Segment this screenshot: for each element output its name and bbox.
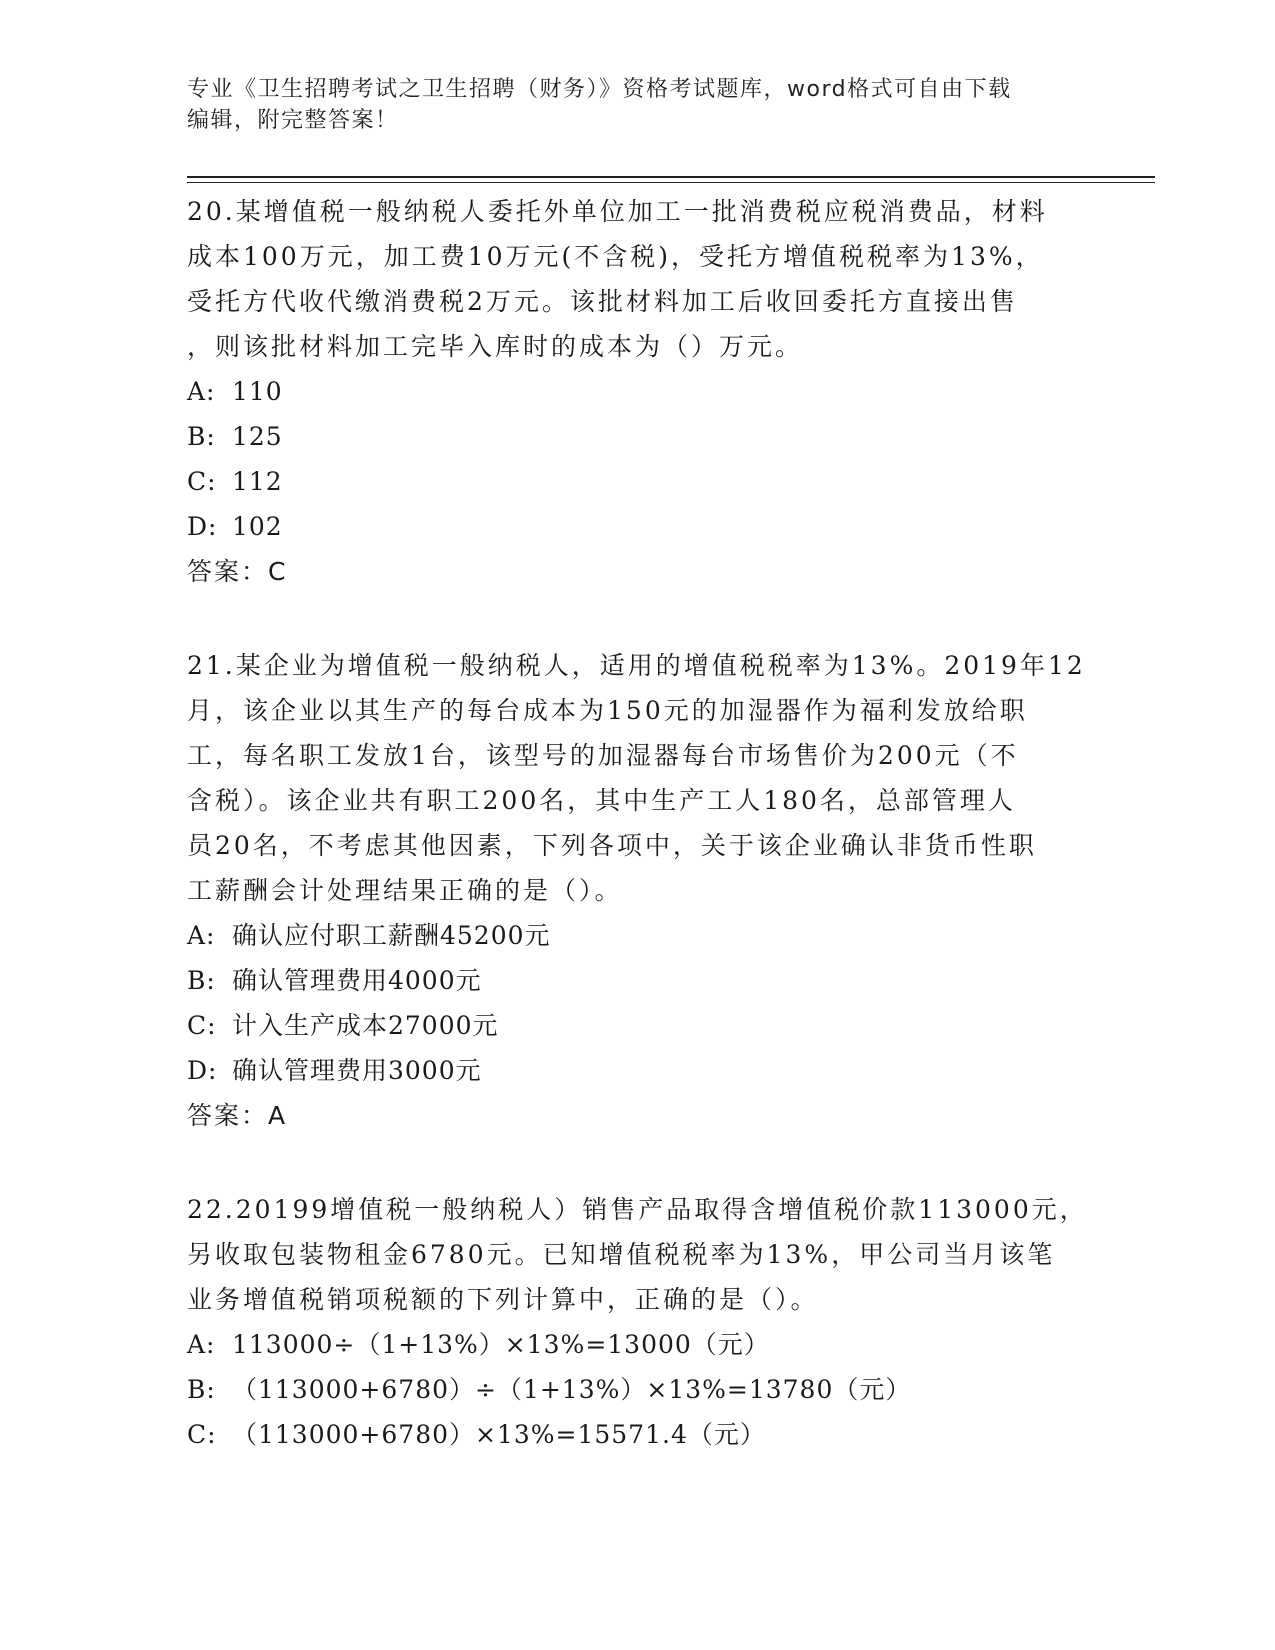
option-letter: C:	[187, 467, 217, 496]
option-c	[187, 1003, 1087, 1048]
option-letter: A:	[187, 377, 216, 406]
option-text: 102	[232, 512, 283, 541]
option-letter: B:	[187, 1375, 216, 1404]
question-stem-line: 工，每名职工发放1台，该型号的加湿器每台市场售价为200元（不	[187, 741, 1019, 770]
option-letter: D:	[187, 1056, 218, 1085]
question-stem-line: 另收取包装物租金6780元。已知增值税税率为13%，甲公司当月该笔	[187, 1240, 1056, 1269]
option-text: 125	[232, 422, 283, 451]
option-letter: C:	[187, 1011, 217, 1040]
option-text: 确认管理费用4000元	[232, 966, 482, 995]
option-d	[187, 504, 1087, 549]
question-stem-line: 成本100万元，加工费10万元(不含税)，受托方增值税税率为13%，	[187, 242, 1044, 271]
option-letter: A:	[187, 921, 216, 950]
option-c	[187, 459, 1087, 504]
question-stem-line: 受托方代收代缴消费税2万元。该批材料加工后收回委托方直接出售	[187, 287, 1018, 316]
question-stem-line: 22.20199增值税一般纳税人）销售产品取得含增值税价款113000元，	[187, 1195, 1088, 1224]
option-text: 112	[232, 467, 283, 496]
option-text: 确认管理费用3000元	[232, 1056, 482, 1085]
option-letter: A:	[187, 1330, 216, 1359]
option-a	[187, 1322, 1087, 1367]
option-a	[187, 913, 1087, 958]
option-text: 确认应付职工薪酬45200元	[232, 921, 551, 950]
option-a	[187, 369, 1087, 414]
question-stem-line: ，则该批材料加工完毕入库时的成本为（）万元。	[187, 332, 804, 361]
question-stem-line: 含税）。该企业共有职工200名，其中生产工人180名，总部管理人	[187, 786, 1016, 815]
option-c	[187, 1412, 1087, 1457]
question-stem-line: 业务增值税销项税额的下列计算中，正确的是（）。	[187, 1285, 819, 1314]
question-21	[187, 643, 1087, 1138]
option-letter: B:	[187, 966, 216, 995]
answer-line: 答案：C	[187, 557, 288, 586]
question-stem-line: 21.某企业为增值税一般纳税人，适用的增值税税率为13%。2019年12	[187, 651, 1086, 680]
question-stem-line: 月，该企业以其生产的每台成本为150元的加湿器作为福利发放给职	[187, 696, 1028, 725]
option-d	[187, 1048, 1087, 1093]
question-stem-line: 员20名，不考虑其他因素，下列各项中，关于该企业确认非货币性职	[187, 831, 1037, 860]
option-text: （113000+6780）×13%=15571.4（元）	[232, 1420, 766, 1449]
header-line-1: 专业《卫生招聘考试之卫生招聘（财务）》资格考试题库，word格式可自由下载	[187, 77, 1012, 102]
option-letter: B:	[187, 422, 216, 451]
option-text: 计入生产成本27000元	[232, 1011, 499, 1040]
option-letter: D:	[187, 512, 218, 541]
option-letter: C:	[187, 1420, 217, 1449]
option-text: 113000÷（1+13%）×13%=13000（元）	[232, 1330, 770, 1359]
document-header	[187, 74, 1067, 136]
option-b	[187, 958, 1087, 1003]
header-line-2: 编辑，附完整答案！	[187, 108, 399, 133]
option-b	[187, 1367, 1087, 1412]
question-stem-line: 工薪酬会计处理结果正确的是（）。	[187, 876, 623, 905]
question-stem-line: 20.某增值税一般纳税人委托外单位加工一批消费税应税消费品，材料	[187, 197, 1048, 226]
option-b	[187, 414, 1087, 459]
question-22	[187, 1187, 1087, 1457]
option-text: （113000+6780）÷（1+13%）×13%=13780（元）	[232, 1375, 912, 1404]
answer-line: 答案：A	[187, 1101, 288, 1130]
question-20	[187, 189, 1087, 594]
header-divider-thin	[187, 182, 1155, 183]
header-divider-thick	[187, 176, 1155, 178]
option-text: 110	[232, 377, 283, 406]
